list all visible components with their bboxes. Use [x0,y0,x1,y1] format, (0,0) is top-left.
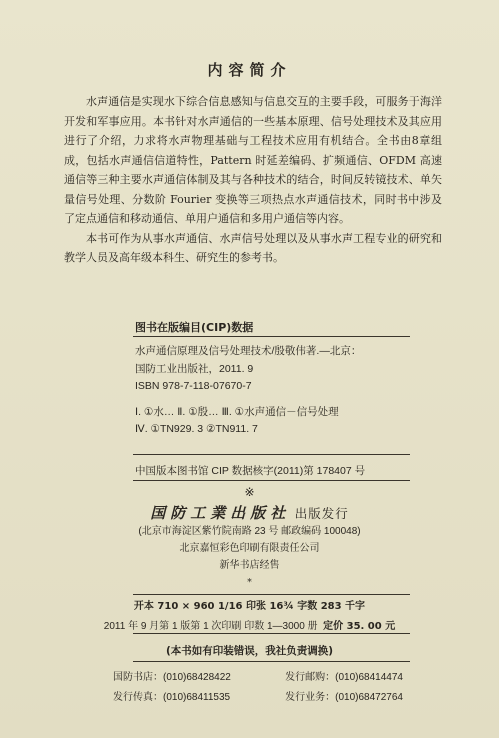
dot-divider: * [247,578,252,588]
cip-record [135,343,361,439]
cip-line-5: Ⅳ. ①TN929. 3 ②TN911. 7 [135,423,258,435]
contact-right: 发行业务：(010)68472764 [285,692,403,703]
page-title: 内容简介 [207,61,292,79]
contact-row [113,688,403,708]
intro-paragraph-1: 水声通信是实现水下综合信息感知与信息交互的主要手段，可服务于海洋开发和军事应用。本书针对水声通信的一些基本原理、信号处理技术及其应用进行了介绍，力求将水声物理基础与工程技术应用有机结合。全书由8章组成，包括水声通信信道特性，Pattern 时延差编码、扩频通信、OFDM 高速通信等三种主要水声通信体制及其与各种技术的结合，时间反转镜技术、单矢量信号处理、分数阶 Fourier 变换等三项热点水声通信技术，同时书中涉及了定点通信和移动通信、单用户通信和多用户通信等内容。 [64,95,442,225]
publisher-info [0,505,499,574]
replacement-notice: (本书如有印装错误，我社负责调换) [165,645,334,657]
cip-line-4: Ⅰ. ①水… Ⅱ. ①殷… Ⅲ. ①水声通信－信号处理 [135,405,339,418]
specs-line-1 [0,597,499,612]
cip-line-1: 水声通信原理及信号处理技术/殷敬伟著.—北京： [135,345,362,357]
specs-text-1: 开本 710 × 960 1/16 印张 16¾ 字数 283 千字 [133,601,366,612]
star-divider: ※ [244,485,255,499]
introduction [64,92,442,268]
contact-right: 发行邮购：(010)68414474 [285,672,403,683]
intro-paragraph-2: 本书可作为从事水声通信、水声信号处理以及从事水声工程专业的研究和教学人员及高年级本科生、研究生的参考书。 [64,231,442,264]
specs-line-2 [0,617,499,632]
price: 定价 35. 00 元 [323,621,396,632]
contact-info [113,668,403,708]
cip-top-rule [133,336,410,337]
specs-text-2: 2011 年 9 月第 1 版第 1 次印刷 印数 1—3000 册 [103,621,318,632]
publisher-logo: 国防工業出版社 [150,504,291,522]
contact-left: 国防书店：(010)68428422 [113,672,231,683]
specs-top-rule [133,594,410,595]
distributor: 新华书店经售 [219,560,280,571]
printer-name: 北京嘉恒彩色印刷有限责任公司 [179,543,320,554]
cip-line-2: 国防工业出版社，2011. 9 [135,362,254,375]
publisher-suffix: 出版发行 [294,507,349,521]
notice-rule [133,661,410,662]
cip-heading: 图书在版编目(CIP)数据 [135,321,254,334]
specs-bottom-rule [133,633,410,634]
contact-row [113,668,403,688]
contact-left: 发行传真：(010)68411535 [113,692,231,703]
cip-middle-rule [133,454,410,455]
publisher-address: (北京市海淀区紫竹院南路 23 号 邮政编码 100048) [138,526,361,537]
cip-bottom-rule [133,480,410,481]
cip-line-3: ISBN 978-7-118-07670-7 [135,380,252,392]
cip-core-number: 中国版本图书馆 CIP 数据核字(2011)第 178407 号 [135,465,366,477]
